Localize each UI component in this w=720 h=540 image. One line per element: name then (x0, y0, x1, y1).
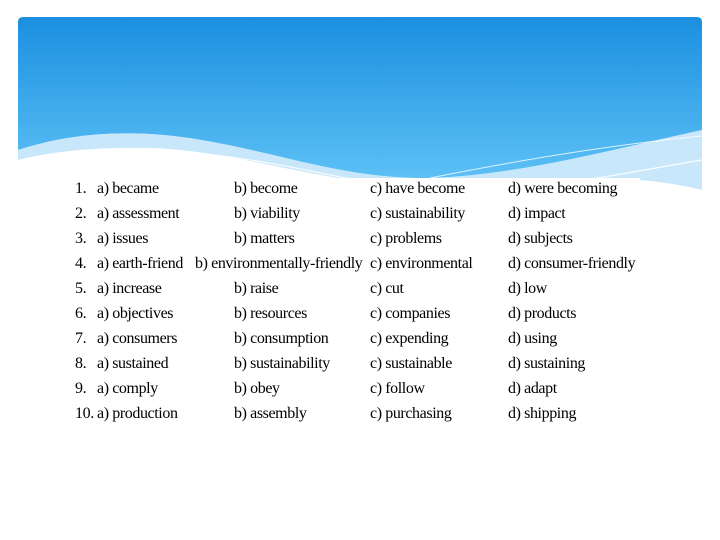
option-c: c) expending (370, 330, 449, 347)
question-number: 5. (75, 280, 87, 297)
option-a: a) issues (97, 230, 149, 247)
question-row-6 (60, 303, 640, 328)
option-d: d) adapt (508, 380, 557, 397)
option-d: d) were becoming (508, 180, 618, 197)
question-number: 9. (75, 380, 87, 397)
question-number: 10. (75, 405, 94, 422)
question-row-8 (60, 353, 640, 378)
option-b: b) raise (234, 280, 279, 297)
option-d: d) subjects (508, 230, 573, 247)
option-d: d) using (508, 330, 557, 347)
option-b: b) environmentally-friendly (195, 255, 363, 272)
option-b: b) assembly (234, 405, 307, 422)
option-a: a) consumers (97, 330, 178, 347)
option-c: c) environmental (370, 255, 473, 272)
answer-sheet (60, 178, 640, 428)
question-row-3 (60, 228, 640, 253)
question-number: 4. (75, 255, 87, 272)
option-b: b) consumption (234, 330, 329, 347)
option-a: a) assessment (97, 205, 180, 222)
option-a: a) production (97, 405, 178, 422)
option-d: d) shipping (508, 405, 577, 422)
option-d: d) low (508, 280, 547, 297)
option-b: b) sustainability (234, 355, 330, 372)
option-c: c) cut (370, 280, 404, 297)
question-row-2 (60, 203, 640, 228)
option-d: d) products (508, 305, 577, 322)
question-row-4 (60, 253, 640, 278)
option-c: c) purchasing (370, 405, 452, 422)
option-c: c) sustainable (370, 355, 452, 372)
question-row-10 (60, 403, 640, 428)
option-a: a) sustained (97, 355, 169, 372)
option-b: b) viability (234, 205, 300, 222)
question-row-7 (60, 328, 640, 353)
option-c: c) sustainability (370, 205, 465, 222)
option-c: c) have become (370, 180, 465, 197)
option-a: a) comply (97, 380, 158, 397)
option-a: a) earth-friend (97, 255, 183, 272)
question-row-9 (60, 378, 640, 403)
question-number: 6. (75, 305, 87, 322)
question-row-5 (60, 278, 640, 303)
option-c: c) problems (370, 230, 442, 247)
option-c: c) follow (370, 380, 425, 397)
option-a: a) increase (97, 280, 162, 297)
option-c: c) companies (370, 305, 451, 322)
option-b: b) resources (234, 305, 307, 322)
question-number: 8. (75, 355, 87, 372)
option-a: a) objectives (97, 305, 174, 322)
question-number: 1. (75, 180, 87, 197)
option-d: d) impact (508, 205, 566, 222)
option-a: a) became (97, 180, 159, 197)
option-d: d) consumer-friendly (508, 255, 636, 272)
question-row-1 (60, 178, 640, 203)
question-number: 3. (75, 230, 87, 247)
option-b: b) obey (234, 380, 280, 397)
question-number: 7. (75, 330, 87, 347)
question-number: 2. (75, 205, 87, 222)
option-d: d) sustaining (508, 355, 586, 372)
option-b: b) matters (234, 230, 295, 247)
option-b: b) become (234, 180, 298, 197)
